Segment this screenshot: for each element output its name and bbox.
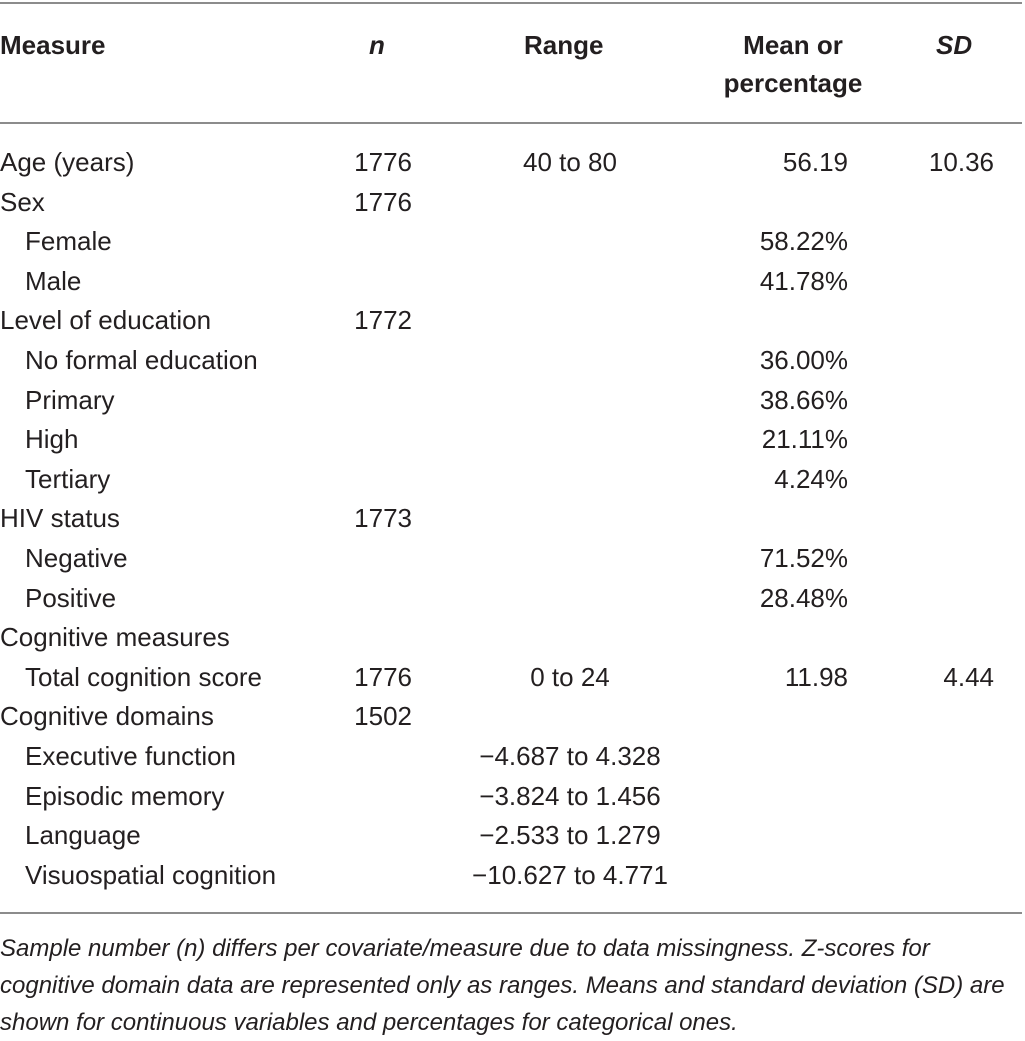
- cell-measure: Male: [25, 265, 82, 296]
- cell-mean-or-percentage: 38.66%: [759, 384, 848, 415]
- table-row: [0, 539, 1022, 579]
- cell-measure: Episodic memory: [25, 780, 225, 811]
- table-row: [0, 222, 1022, 262]
- cell-measure: Positive: [25, 582, 117, 613]
- cell-n: 1772: [354, 305, 412, 336]
- table-row: [0, 658, 1022, 698]
- header-measure: Measure: [0, 30, 106, 60]
- cell-measure: Visuospatial cognition: [25, 859, 277, 890]
- table-row: [0, 579, 1022, 619]
- table-row: [0, 183, 1022, 223]
- cell-measure: Sex: [0, 186, 45, 217]
- table-row: [0, 341, 1022, 381]
- cell-range: −3.824 to 1.456: [479, 780, 661, 811]
- header-bottom-rule: [0, 122, 1022, 124]
- cell-sd: 4.44: [943, 661, 994, 692]
- cell-measure: Cognitive measures: [0, 622, 230, 653]
- header-mean-or-percentage: [712, 26, 874, 102]
- cell-n: 1776: [354, 147, 412, 177]
- table-row: [0, 420, 1022, 460]
- header-mean-line2: percentage: [723, 68, 863, 98]
- table-row: [0, 816, 1022, 856]
- table-row: [0, 618, 1022, 658]
- table-row: [0, 460, 1022, 500]
- cell-measure: Female: [25, 226, 112, 257]
- table-row: [0, 301, 1022, 341]
- cell-measure: Tertiary: [25, 463, 111, 494]
- cell-measure: Negative: [25, 542, 128, 573]
- cell-range: 40 to 80: [523, 147, 617, 177]
- cell-range: −4.687 to 4.328: [479, 740, 661, 771]
- cell-n: 1776: [354, 661, 412, 692]
- table-footnote: Sample number (n) differs per covariate/measure due to data missingness. Z-scores for cognitive domain data are represented only as ranges. Means and standard deviation (SD) are shown for continuous variables and percentages for categorical ones.: [0, 935, 1005, 1036]
- cell-mean-or-percentage: 58.22%: [759, 226, 848, 257]
- cell-mean-or-percentage: 28.48%: [759, 582, 848, 613]
- cell-n: 1502: [354, 701, 412, 732]
- table-row: [0, 143, 1022, 183]
- table-row: [0, 697, 1022, 737]
- cell-measure: Executive function: [25, 740, 237, 771]
- cell-measure: Total cognition score: [25, 661, 263, 692]
- cell-mean-or-percentage: 11.98: [784, 661, 848, 692]
- header-sd: SD: [936, 30, 973, 60]
- cell-measure: No formal education: [25, 344, 258, 375]
- cell-measure: Age (years): [0, 147, 135, 177]
- cell-mean-or-percentage: 4.24%: [774, 463, 848, 494]
- table-row: [0, 856, 1022, 896]
- table-top-rule: [0, 2, 1022, 4]
- cell-range: −2.533 to 1.279: [479, 820, 661, 851]
- cell-n: 1773: [354, 503, 412, 534]
- table-row: [0, 381, 1022, 421]
- cell-measure: Level of education: [0, 305, 212, 336]
- cell-mean-or-percentage: 56.19: [782, 147, 848, 177]
- cell-range: 0 to 24: [530, 661, 610, 692]
- cell-sd: 10.36: [928, 147, 994, 177]
- cell-measure: Cognitive domains: [0, 701, 214, 732]
- header-n: n: [369, 30, 385, 60]
- cell-measure: High: [25, 424, 79, 455]
- cell-measure: Language: [25, 820, 141, 851]
- cell-measure: HIV status: [0, 503, 120, 534]
- cell-n: 1776: [354, 186, 412, 217]
- cell-measure: Primary: [25, 384, 115, 415]
- cell-mean-or-percentage: 21.11%: [761, 424, 848, 455]
- cell-range: −10.627 to 4.771: [472, 859, 668, 890]
- table-bottom-rule: [0, 912, 1022, 914]
- cell-mean-or-percentage: 41.78%: [759, 265, 848, 296]
- table-body: [0, 143, 1022, 895]
- table-row: [0, 262, 1022, 302]
- table-row: [0, 499, 1022, 539]
- cell-mean-or-percentage: 36.00%: [759, 344, 848, 375]
- table-row: [0, 737, 1022, 777]
- table-row: [0, 777, 1022, 817]
- cell-mean-or-percentage: 71.52%: [759, 542, 848, 573]
- header-range: Range: [524, 30, 604, 60]
- header-mean-line1: Mean or: [743, 30, 843, 60]
